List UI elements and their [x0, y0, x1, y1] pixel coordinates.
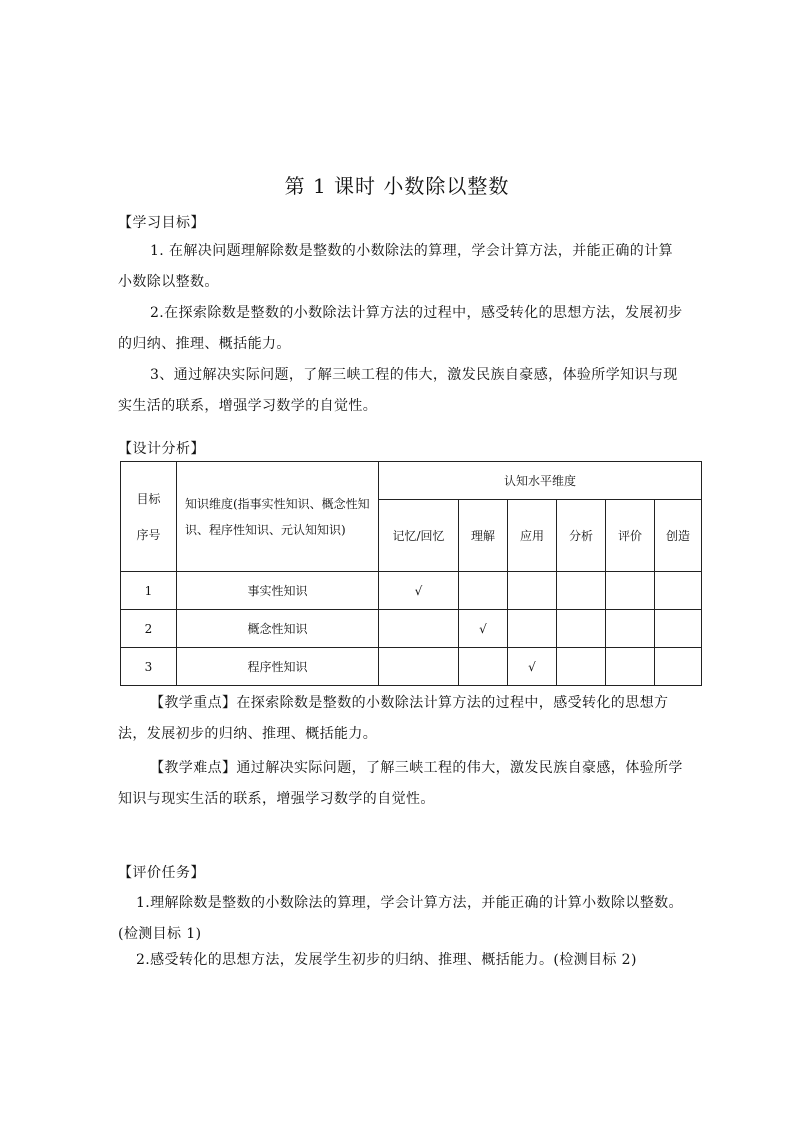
knowledge-header-cell [177, 462, 379, 572]
table-row [121, 648, 702, 686]
key-point: 【教学重点】在探索除数是整数的小数除法计算方法的过程中，感受转化的思想方法，发展初步的归纳、推理、概括能力。 [118, 695, 669, 742]
row-mark [379, 610, 459, 648]
objective-2: 2.在探索除数是整数的小数除法计算方法的过程中，感受转化的思想方法，发展初步的归纳、推理、概括能力。 [118, 305, 683, 352]
level-header: 创造 [655, 500, 702, 572]
row-mark: √ [379, 572, 459, 610]
tasks-heading: 【评价任务】 [118, 865, 205, 881]
row-number: 2 [121, 610, 177, 648]
row-mark: √ [508, 648, 557, 686]
task-1: 1.理解除数是整数的小数除法的算理，学会计算方法，并能正确的计算小数除以整数。(检测目标 1) [118, 895, 683, 942]
row-knowledge: 概念性知识 [177, 610, 379, 648]
level-header: 记忆/回忆 [379, 500, 459, 572]
design-heading: 【设计分析】 [118, 441, 205, 457]
row-number: 3 [121, 648, 177, 686]
level-header: 理解 [459, 500, 508, 572]
knowledge-header: 知识维度(指事实性知识、概念性知识、程序性知识、元认知知识) [185, 496, 370, 537]
table-row [121, 572, 702, 610]
row-mark [508, 610, 557, 648]
design-analysis-table [120, 461, 702, 686]
objectives-heading: 【学习目标】 [118, 215, 205, 231]
row-mark [655, 572, 702, 610]
row-knowledge: 事实性知识 [177, 572, 379, 610]
objective-1: 1. 在解决问题理解除数是整数的小数除法的算理，学会计算方法，并能正确的计算小数除以整数。 [118, 243, 674, 290]
target-header-cell [121, 462, 177, 572]
row-mark [606, 648, 655, 686]
target-header: 目标序号 [136, 491, 161, 542]
row-knowledge: 程序性知识 [177, 648, 379, 686]
level-header: 分析 [557, 500, 606, 572]
row-mark [459, 648, 508, 686]
row-mark [508, 572, 557, 610]
row-mark [557, 648, 606, 686]
level-header: 评价 [606, 500, 655, 572]
row-mark [655, 648, 702, 686]
task-2: 2.感受转化的思想方法，发展学生初步的归纳、推理、概括能力。(检测目标 2) [136, 952, 637, 968]
row-mark [606, 572, 655, 610]
row-mark [459, 572, 508, 610]
row-number: 1 [121, 572, 177, 610]
difficulty: 【教学难点】通过解决实际问题，了解三峡工程的伟大，激发民族自豪感，体验所学知识与现实生活的联系，增强学习数学的自觉性。 [118, 760, 683, 807]
cognitive-header: 认知水平维度 [379, 462, 702, 500]
row-mark [606, 610, 655, 648]
objective-3: 3、通过解决实际问题，了解三峡工程的伟大，激发民族自豪感，体验所学知识与现实生活的联系，增强学习数学的自觉性。 [118, 367, 678, 414]
row-mark: √ [459, 610, 508, 648]
level-header: 应用 [508, 500, 557, 572]
row-mark [379, 648, 459, 686]
page-title: 第 1 课时 小数除以整数 [284, 174, 510, 198]
row-mark [557, 572, 606, 610]
row-mark [557, 610, 606, 648]
row-mark [655, 610, 702, 648]
table-row [121, 610, 702, 648]
